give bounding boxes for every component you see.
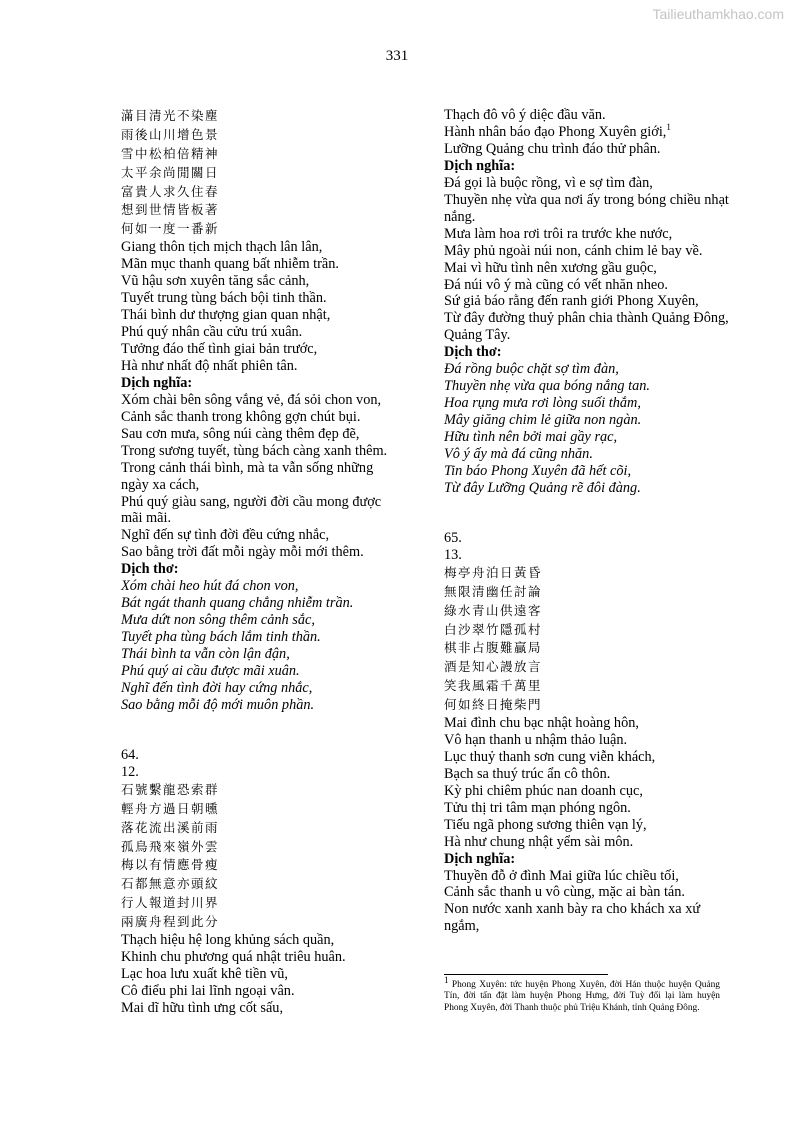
footnote-ref[interactable]: 1 — [666, 122, 671, 133]
reading-line: Thạch đô vô ý diệc đầu văn. — [444, 107, 606, 123]
text-line: 想到世情皆板著 — [121, 202, 220, 218]
left-column — [121, 107, 401, 1017]
text-line: 石都無意亦頭紋 — [121, 876, 220, 892]
page-number: 331 — [385, 48, 409, 64]
text-line: 梅亭舟泊日黃昏 — [444, 564, 543, 580]
poem2-reading-continued — [444, 107, 734, 158]
site-watermark: Tailieuthamkhao.com — [652, 6, 784, 22]
poem3-reading — [444, 715, 734, 851]
poem1-reading — [121, 239, 401, 375]
text-line: Mây phủ ngoài núi non, cánh chim lẻ bay về. — [444, 242, 703, 259]
section-spacer — [121, 714, 401, 747]
text-line: Sứ giả báo rằng đến ranh giới Phong Xuyên, — [444, 293, 699, 310]
text-line: Đá gọi là buộc rồng, vì e sợ tìm đàn, — [444, 174, 653, 191]
text-line: 行人報道封川界 — [121, 895, 220, 911]
section-spacer — [444, 497, 734, 530]
text-line: Mây giăng chim lẻ giữa non ngàn. — [444, 412, 642, 429]
text-line: Phú quý nhân cầu cửu trú xuân. — [121, 324, 303, 340]
poem2-verse — [444, 361, 734, 497]
reading-line-with-footnote — [444, 124, 734, 141]
text-line: Xóm chài heo hút đá chon von, — [121, 578, 299, 595]
text-line: 笑我風霜千萬里 — [444, 678, 543, 694]
poem2-reading — [121, 932, 401, 1017]
text-line: Thạch hiệu hệ long khủng sách quần, — [121, 931, 335, 948]
text-line: Bạch sa thuý trúc ẩn cô thôn. — [444, 765, 611, 782]
text-line: Tưởng đáo thế tình giai bản trước, — [121, 340, 318, 357]
text-line: 白沙翠竹隱孤村 — [444, 621, 543, 637]
text-line: 無限清幽任討論 — [444, 583, 543, 599]
text-line: 孤鳥飛來嶺外雲 — [121, 838, 220, 854]
text-line: 輕舟方過日朝曛 — [121, 800, 220, 816]
poem2-meaning-heading: Dịch nghĩa: — [444, 157, 516, 174]
text-line: 太平余尚閒關日 — [121, 164, 220, 180]
text-line: Cô điểu phi lai lĩnh ngoại vân. — [121, 982, 295, 999]
text-line: Hữu tình nên bởi mai gầy rạc, — [444, 429, 618, 446]
poem1-verse — [121, 578, 401, 714]
poem1-meaning — [121, 392, 401, 562]
text-line: Thái bình dư thượng gian quan nhật, — [121, 307, 331, 324]
right-column — [444, 107, 734, 935]
text-line: Giang thôn tịch mịch thạch lân lân, — [121, 239, 323, 256]
text-line: Từ đây Lưỡng Quảng rẽ đôi đàng. — [444, 479, 641, 496]
text-line: Sao bằng trời đất mỗi ngày mỗi mới thêm. — [121, 544, 364, 561]
text-line: Tửu thị tri tâm mạn phóng ngôn. — [444, 799, 631, 816]
text-line: 雪中松柏倍精神 — [121, 145, 220, 161]
poem2-sub-number: 12. — [121, 763, 139, 780]
text-line: Bát ngát thanh quang chẳng nhiễm trần. — [121, 595, 354, 612]
text-line: Hà như nhất độ nhất phiên tân. — [121, 357, 298, 374]
poem3-meaning-heading: Dịch nghĩa: — [444, 850, 516, 867]
text-line: 雨後山川增色景 — [121, 126, 220, 142]
text-line: Kỳ phi chiêm phúc nan doanh cục, — [444, 782, 643, 799]
text-line: Phú quý ai cầu được mãi xuân. — [121, 663, 300, 680]
reading-line-text: Hành nhân báo đạo Phong Xuyên giới, — [444, 123, 667, 140]
text-line: Cảnh sắc thanh trong không gợn chút bụi. — [121, 408, 361, 425]
text-line: 石號繫龍恐索群 — [121, 781, 220, 797]
text-line: 落花流出溪前雨 — [121, 819, 220, 835]
text-line: Hoa rụng mưa rơi lòng suối thắm, — [444, 395, 641, 412]
reading-line: Lưỡng Quảng chu trình đáo thử phân. — [444, 140, 661, 157]
text-line: Lạc hoa lưu xuất khê tiền vũ, — [121, 965, 288, 982]
text-line: Xóm chài bên sông vắng vẻ, đá sỏi chon von, — [121, 391, 382, 408]
text-line: 富貴人求久住春 — [121, 183, 220, 199]
text-line: Trong cảnh thái bình, mà ta vẫn sống những ngày xa cách, — [121, 459, 374, 493]
poem3-sub-number: 13. — [444, 546, 462, 563]
text-line: Tuyết pha tùng bách lắm tinh thần. — [121, 629, 321, 646]
poem1-han-text — [121, 107, 401, 239]
text-line: Mai vì hữu tình nên xương gầu guộc, — [444, 259, 657, 276]
text-line: Vô ý ấy mà đá cũng nhăn. — [444, 446, 593, 463]
text-line: Cảnh sắc thanh u vô cùng, mặc ai bàn tán. — [444, 884, 685, 901]
poem2-han-text — [121, 781, 401, 932]
text-line: Đá rồng buộc chặt sợ tìm đàn, — [444, 361, 619, 378]
text-line: 何如終日掩柴門 — [444, 697, 543, 713]
text-line: Sao bằng mỗi độ mới muôn phần. — [121, 696, 315, 713]
text-line: Thuyền nhẹ vừa qua nơi ấy trong bóng chiều nhạt nắng. — [444, 191, 729, 225]
text-line: Vô hạn thanh u nhậm thảo luận. — [444, 731, 628, 748]
poem2-verse-heading: Dịch thơ: — [444, 344, 502, 361]
text-line: Phú quý giàu sang, người đời cầu mong được mãi mãi. — [121, 493, 382, 527]
poem2-meaning — [444, 175, 734, 345]
footnote-marker: 1 — [444, 975, 449, 985]
text-line: Thuyền nhẹ vừa qua bóng nắng tan. — [444, 378, 650, 395]
text-line: Mãn mục thanh quang bất nhiễm trần. — [121, 256, 339, 273]
text-line: Hà như chung nhật yểm sài môn. — [444, 833, 634, 850]
poem3-number: 65. — [444, 529, 462, 546]
text-line: 梅以有情應骨瘦 — [121, 857, 220, 873]
text-line: Tin báo Phong Xuyên đã hết cõi, — [444, 463, 632, 480]
text-line: Mưa làm hoa rơi trôi ra trước khe nước, — [444, 225, 673, 242]
footnote-text: Phong Xuyên: tức huyện Phong Xuyên, đời Hán thuộc huyện Quảng Tín, đời tấn đặt làm huyện Phong Hưng, đời Tuỳ đổi lại làm huyện Phong Xuyên, đời Thanh thuộc phủ Triệu Khánh, tỉnh Quảng Đông. — [444, 980, 720, 1013]
text-line: Non nước xanh xanh bày ra cho khách xa xứ ngắm, — [444, 901, 701, 935]
text-line: Tiếu ngã phong sương thiên vạn lý, — [444, 816, 647, 833]
text-line: 棋非占腹難贏局 — [444, 640, 543, 656]
footnote-separator — [444, 974, 608, 975]
poem1-meaning-heading: Dịch nghĩa: — [121, 374, 193, 391]
text-line: 酒是知心謾放言 — [444, 659, 543, 675]
text-line: Nghĩ đến sự tình đời đều cứng nhắc, — [121, 527, 330, 544]
text-line: Thuyền đỗ ở đình Mai giữa lúc chiều tối, — [444, 867, 679, 884]
text-line: Lục thuỷ thanh sơn cung viễn khách, — [444, 748, 656, 765]
text-line: 何如一度一番新 — [121, 221, 220, 237]
text-line: Khinh chu phương quá nhật triêu huân. — [121, 948, 346, 965]
text-line: Tuyết trung tùng bách bội tinh thần. — [121, 290, 327, 307]
text-line: Đá núi vô ý mà cũng có vết nhăn nheo. — [444, 276, 668, 293]
poem3-han-text — [444, 564, 734, 715]
poem3-meaning — [444, 868, 734, 936]
text-line: 兩廣舟程到此分 — [121, 914, 220, 930]
text-line: Nghĩ đến tình đời hay cứng nhắc, — [121, 680, 313, 697]
text-line: 滿目清光不染塵 — [121, 108, 220, 123]
text-line: Vũ hậu sơn xuyên tăng sắc cảnh, — [121, 273, 310, 290]
text-line: Trong sương tuyết, tùng bách càng xanh thêm. — [121, 442, 388, 459]
footnote — [444, 975, 720, 1014]
text-line: Sau cơn mưa, sông núi càng thêm đẹp đẽ, — [121, 425, 360, 442]
poem1-verse-heading: Dịch thơ: — [121, 561, 179, 578]
text-line: 綠水青山供遠客 — [444, 602, 543, 618]
poem2-number: 64. — [121, 746, 139, 763]
text-line: Thái bình ta vẫn còn lận đận, — [121, 646, 290, 663]
text-line: Mưa dứt non sông thêm cảnh sắc, — [121, 612, 315, 629]
text-line: Mai đình chu bạc nhật hoàng hôn, — [444, 714, 639, 731]
text-line: Từ đây đường thuỷ phân chia thành Quảng Đông, Quảng Tây. — [444, 310, 729, 344]
text-line: Mai dĩ hữu tình ưng cốt sấu, — [121, 999, 284, 1016]
